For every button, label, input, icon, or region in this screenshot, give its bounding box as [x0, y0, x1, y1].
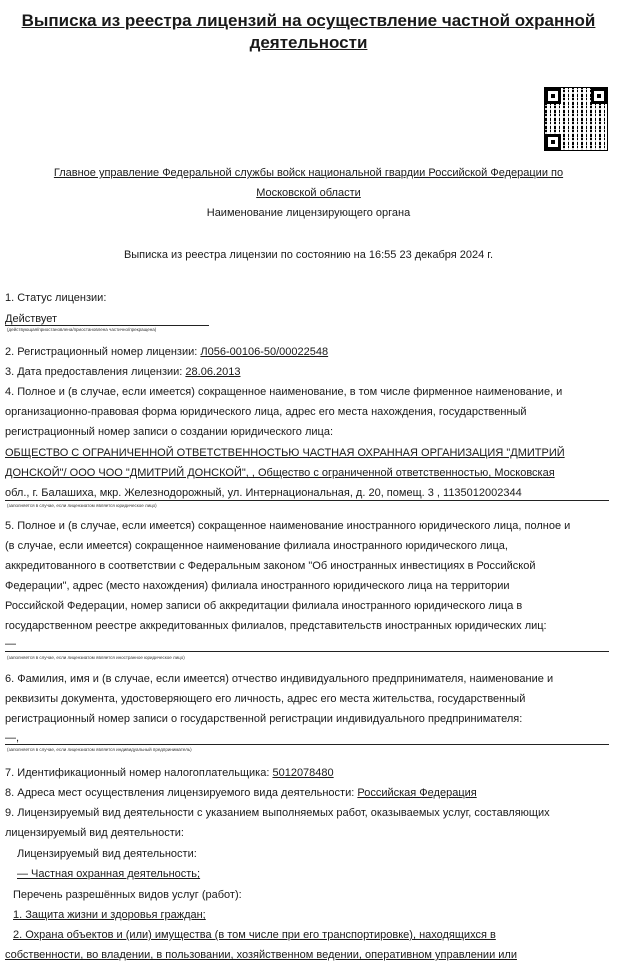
item5-text-line-6: государственном реестре аккредитованных филиалов, представительств иностранных юридических лиц:: [5, 620, 547, 632]
service-item-1: 1. Защита жизни и здоровья граждан;: [13, 909, 206, 921]
item5-text-line-3: аккредитованного в соответствии с Федеральным законом "Об иностранных инвестициях в Российской: [5, 560, 536, 572]
qr-finder-bottom-left: [545, 134, 561, 150]
item4-text-line-3: регистрационный номер записи о создании юридического лица:: [5, 426, 334, 438]
activity-address-row: [5, 786, 477, 800]
qr-finder-top-right: [591, 88, 607, 104]
license-date-row: [5, 365, 240, 379]
item9-text-line-2: лицензируемый вид деятельности:: [5, 827, 184, 839]
qr-finder-top-left: [545, 88, 561, 104]
item9-text-line-1: 9. Лицензируемый вид деятельности с указанием выполняемых работ, оказываемых услуг, составляющих: [5, 807, 550, 819]
qr-code-icon: [545, 88, 607, 150]
license-status-label: 1. Статус лицензии:: [5, 292, 107, 304]
activity-address-value: Российская Федерация: [357, 787, 477, 799]
item6-value: —,: [5, 732, 20, 744]
inn-row: [5, 766, 334, 780]
item6-text-line-2: реквизиты документа, удостоверяющего его личность, адрес его места жительства, государственный: [5, 693, 526, 705]
inn-value: 5012078480: [272, 767, 334, 779]
item5-text-line-5: Российской Федерации, номер записи об аккредитации филиала иностранного юридического лица в: [5, 600, 523, 612]
registration-number-label: 2. Регистрационный номер лицензии:: [5, 346, 198, 358]
licensing-authority-caption: Наименование лицензирующего органа: [206, 207, 411, 219]
item6-text-line-3: регистрационный номер записи о государственной регистрации индивидуального предпринимателя:: [5, 713, 523, 725]
inn-label: 7. Идентификационный номер налогоплательщика:: [5, 767, 270, 779]
activity-type-label: Лицензируемый вид деятельности:: [17, 848, 197, 860]
extract-state-line: Выписка из реестра лицензии по состоянию на 16:55 23 декабря 2024 г.: [123, 249, 494, 261]
item4-note: (заполняется в случае, если лицензиатом является юридическое лицо): [7, 503, 157, 508]
license-date-value: 28.06.2013: [185, 366, 241, 378]
item5-text-line-4: Федерации", адрес (место нахождения) филиала иностранного юридического лица на территории: [5, 580, 510, 592]
activity-address-label: 8. Адреса мест осуществления лицензируемого вида деятельности:: [5, 787, 355, 799]
document-title-line-2: деятельности: [249, 33, 368, 52]
registration-number-value: Л056-00106-50/00022548: [200, 346, 329, 358]
item6-underline: [5, 744, 609, 745]
item4-text-line-1: 4. Полное и (в случае, если имеется) сокращенное наименование, в том числе фирменное наименование, и: [5, 386, 563, 398]
item5-note: (заполняется в случае, если лицензиатом является иностранное юридическое лицо): [7, 655, 185, 660]
service-item-2-line-2: собственности, во владении, в пользовании, хозяйственном ведении, оперативном управлении или: [5, 949, 517, 961]
activity-type-value: — Частная охранная деятельность;: [17, 868, 201, 880]
license-status-note: (действующая/приостановлена/приостановлена частично/прекращена): [7, 327, 157, 332]
registration-number-row: [5, 345, 328, 359]
item5-value: —: [5, 638, 16, 650]
organization-name-line-1: ОБЩЕСТВО С ОГРАНИЧЕННОЙ ОТВЕТСТВЕННОСТЬЮ ЧАСТНАЯ ОХРАННАЯ ОРГАНИЗАЦИЯ "ДМИТРИЙ: [5, 447, 565, 459]
item5-text-line-1: 5. Полное и (в случае, если имеется) сокращенное наименование иностранного юридического лица, полное и: [5, 520, 571, 532]
license-date-label: 3. Дата предоставления лицензии:: [5, 366, 183, 378]
license-status-value: Действует: [5, 313, 58, 325]
item4-underline: [5, 500, 609, 501]
item5-underline: [5, 651, 609, 652]
item6-text-line-1: 6. Фамилия, имя и (в случае, если имеется) отчество индивидуального предпринимателя, наименование и: [5, 673, 554, 685]
status-underline: [5, 325, 209, 326]
licensing-authority-line-1: Главное управление Федеральной службы войск национальной гвардии Российской Федерации по: [53, 167, 564, 179]
item4-text-line-2: организационно-правовая форма юридического лица, адрес его места нахождения, государственный: [5, 406, 527, 418]
item5-text-line-2: (в случае, если имеется) сокращенное наименование филиала иностранного юридического лица,: [5, 540, 508, 552]
item6-note: (заполняется в случае, если лицензиатом является индивидуальный предприниматель): [7, 747, 192, 752]
organization-name-line-2: ДОНСКОЙ"/ ООО ЧОО "ДМИТРИЙ ДОНСКОЙ", , Общество с ограниченной ответственностью, Московская: [5, 467, 555, 479]
service-item-2-line-1: 2. Охрана объектов и (или) имущества (в том числе при его транспортировке), находящихся в: [13, 929, 496, 941]
licensing-authority-line-2: Московской области: [256, 187, 361, 199]
organization-address-line: обл., г. Балашиха, мкр. Железнодорожный, ул. Интернациональная, д. 20, помещ. 3 , 1135012002344: [5, 487, 522, 499]
services-list-label: Перечень разрешённых видов услуг (работ):: [13, 889, 242, 901]
document-title-line-1: Выписка из реестра лицензий на осуществление частной охранной: [21, 11, 596, 30]
